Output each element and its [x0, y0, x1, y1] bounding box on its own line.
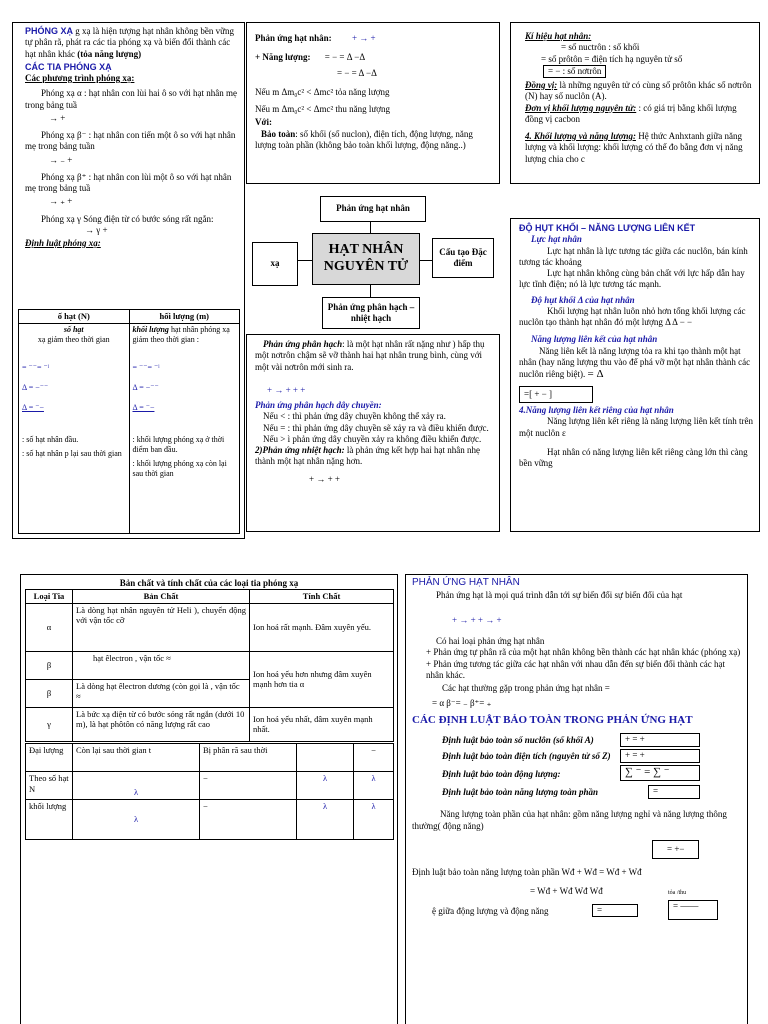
- rays-header-nature: Bản Chất: [73, 590, 250, 604]
- force-heading: Lực hạt nhân: [531, 234, 582, 245]
- decay-cell: λ: [297, 800, 354, 840]
- ray-nature: Là bức xạ điện từ có bước sóng rất ngắn (dưới 10 m), là hạt phôtôn có năng lượng rất cao: [73, 707, 250, 741]
- nuclear-reaction-box: [246, 22, 500, 184]
- reaction-types: Có hai loại phản ứng hạt nhân: [436, 636, 545, 646]
- fission-eq: + → + + +: [267, 384, 306, 395]
- ray-nature: Là dòng hạt êlectron dương (còn gọi là , vận tốc ≈: [73, 679, 250, 707]
- decay-header: Đại lượng: [26, 744, 73, 772]
- mass-bold: khối lượng: [132, 324, 169, 334]
- law-nucleon-eq: + = +: [620, 733, 700, 746]
- alpha-decay-eq: → +: [49, 112, 66, 123]
- rays-header-type: Loại Tia: [26, 590, 73, 604]
- decay-cell: λ: [354, 772, 394, 800]
- momentum-eq: =: [592, 904, 638, 917]
- common-particles: Các hạt thường gặp trong phản ứng hạt nhân =: [442, 683, 610, 693]
- notation-l2: = số prôtôn = điện tích hạ nguyên tử số: [541, 53, 683, 64]
- decay-row-label: khối lượng: [26, 800, 73, 840]
- connector-left: [298, 260, 312, 261]
- decay-law-table: ố hạt (N) hối lượng (m) số hạt xạ giảm theo thời gian = ⁻⁻= ⁻ˡ Δ = −⁻⁻ Δ = ⁻− : số hạt nhân đầu. : số hạt nhân p lại sau thời gian khối lượng hạt nhân phóng xạ giảm theo thời gian : = ⁻⁻= ⁻ˡ Δ = −⁻⁻ Δ = ⁻− : khối lượng phóng xạ ở thời điểm ban đầu. : khối lượng phóng xạ còn lại sau thời gian: [18, 309, 240, 534]
- rays-table-title: Bản chất và tính chất của các loại tia phóng xạ: [119, 578, 299, 588]
- fusion-text: là phản ứng kết hợp hai hạt nhân nhẹ thành một hạt nhân nặng hơn.: [255, 445, 481, 467]
- reaction-type1: + Phản ứng tự phân rã của một hạt nhân không bền thành các hạt nhân khác (phóng xạ): [426, 647, 741, 658]
- decay-cell: λ: [73, 800, 200, 840]
- radioactivity-title: PHÓNG XẠ: [25, 26, 74, 36]
- ray-type: β: [26, 679, 73, 707]
- ray-props: Ion hoá yếu hơn nhưng đâm xuyên mạnh hơn tia α: [250, 651, 394, 707]
- col-particles: ố hạt (N): [19, 310, 130, 324]
- node-radioactivity: xạ: [252, 242, 298, 286]
- mass-defect-title: ĐỘ HỤT KHỐI – NĂNG LƯỢNG LIÊN KẾT: [519, 223, 696, 233]
- reaction-definition-eq: + → + + → +: [452, 614, 502, 625]
- mass-note2: : khối lượng phóng xạ còn lại sau thời gian: [132, 458, 227, 478]
- chain-case1: Nếu < : thì phản ứng dây chuyền không thể xảy ra.: [263, 411, 446, 422]
- decay-header: [297, 744, 354, 772]
- ray-type: α: [26, 603, 73, 651]
- node-reaction: Phản ứng hạt nhân: [320, 196, 426, 222]
- reaction-definition: Phản ứng hạt là mọi quá trình dẫn tới sự biến đổi sự biến đổi của hạt: [436, 589, 683, 600]
- col-mass: hối lượng (m): [129, 310, 240, 324]
- laws-title: CÁC ĐỊNH LUẬT BẢO TOÀN TRONG PHẢN ỨNG HẠT: [412, 713, 693, 726]
- decay-cell: −: [200, 800, 297, 840]
- decay-header: Bị phân rã sau thời: [200, 744, 297, 772]
- particles-bold: số hạt: [63, 324, 84, 334]
- radioactivity-intro: g xạ là hiện tượng hạt nhân không bền vững tự phân rã, phát ra các tia phóng xạ và biến đổi thành các hạt nhân khác: [25, 26, 235, 59]
- decay-cell: λ: [297, 772, 354, 800]
- fusion-eq: + → + +: [309, 473, 340, 484]
- decay-table: [25, 743, 394, 840]
- decay-row-label: Theo số hạt N: [26, 772, 73, 800]
- energy-conservation-eq: = Wđ + Wđ Wđ Wđ: [530, 886, 603, 897]
- law-momentum-eq: ∑ ⁻ = ∑ ⁻: [620, 765, 700, 781]
- fission-bold: Phản ứng phân hạch: [263, 339, 343, 349]
- decay-header: −: [354, 744, 394, 772]
- mass-desc: hạt nhân phóng xạ giảm theo thời gian :: [132, 324, 230, 344]
- ray-types-heading: CÁC TIA PHÓNG XẠ: [25, 61, 112, 72]
- specific-text2: Hạt nhân có năng lượng liên kết riêng càng lớn thì càng bền vững: [519, 446, 748, 468]
- conservation-bold: Bảo toàn: [261, 128, 296, 139]
- gamma-text: Phóng xạ γ Sóng điện từ có bước sóng rất ngắn:: [41, 213, 214, 224]
- momentum-eq2: = ——: [668, 900, 718, 920]
- alpha-decay-text: Phóng xạ α : hạt nhân con lùi hai ô so với hạt nhân mẹ trong bảng tuầ: [25, 88, 237, 110]
- energy-eq1: = − = Δ −Δ: [324, 52, 366, 63]
- radioactivity-intro-bold: (tỏa năng lượng): [77, 48, 142, 59]
- case-absorb: Nếu m Δm₀c² < Δmc² thu năng lượng: [255, 104, 391, 114]
- release-absorb-note: tỏa /thu: [668, 889, 687, 896]
- amu-bold: Đơn vị khối lượng nguyên tử:: [525, 102, 637, 113]
- rays-properties-box: [20, 574, 398, 1024]
- gamma-eq: → γ +: [85, 224, 108, 235]
- momentum-text: ệ giữa động lượng và động năng: [432, 905, 549, 916]
- decay-law-heading: Định luật phóng xạ:: [25, 238, 101, 248]
- ray-props: Ion hoá yếu nhất, đâm xuyên mạnh nhất.: [250, 707, 394, 741]
- connector-bottom: [370, 285, 371, 297]
- binding-formula: =[ + − ]: [519, 386, 593, 403]
- rays-header-props: Tính Chất: [250, 590, 394, 604]
- energy-text: Năng lượng toàn phần của hạt nhân: gồm năng lượng nghỉ và năng lượng thông thường( động năng): [412, 809, 727, 831]
- defect-heading: Độ hụt khối Δ của hạt nhân: [531, 294, 635, 305]
- chain-case2: Nếu = : thì phản ứng dây chuyền sẽ xảy ra và điều khiển được.: [263, 422, 489, 433]
- connector-right: [420, 260, 432, 261]
- mass-note1: : khối lượng phóng xạ ở thời điểm ban đầu.: [132, 434, 225, 454]
- law-charge: Định luật bảo toàn điện tích (nguyên tử số Z): [442, 751, 611, 762]
- reaction-label: Phản ứng hạt nhân:: [255, 33, 332, 43]
- decay-header: Còn lại sau thời gian t: [73, 744, 200, 772]
- radioactivity-box: [12, 22, 245, 539]
- ray-nature: Là dòng hạt nhân nguyên tử Heli ), chuyển động với vận tốc cỡ: [73, 603, 250, 651]
- node-structure: Cấu tạo Đặc điểm: [432, 238, 494, 278]
- chain-case3: Nếu > ì phản ứng dây chuyền xảy ra không điều khiển được.: [263, 433, 482, 444]
- binding-eq: = Δ: [587, 368, 604, 380]
- fusion-bold: 2)Phản ứng nhiệt hạch:: [255, 445, 345, 455]
- reaction-laws-box: [405, 574, 748, 1024]
- beta-minus-text: Phóng xạ β⁻ : hạt nhân con tiến một ô so với hạt nhân mẹ trong bảng tuần: [25, 130, 236, 152]
- reaction-type2: + Phản ứng tương tác giữa các hạt nhân với nhau dẫn đến sự biến đổi thành các hạt nhân khác.: [426, 658, 726, 680]
- conservation-text: : số khối (số nuclon), điện tích, động lượng, năng lượng toàn phần (không bảo toàn khối lượng, động năng..): [255, 128, 473, 150]
- energy-eq2: = − = Δ −Δ: [337, 67, 377, 78]
- energy-eq: = +−: [652, 840, 699, 859]
- specific-heading: 4.Năng lượng liên kết riêng của hạt nhân: [519, 405, 674, 415]
- mass-energy-bold: 4. Khối lượng và năng lượng:: [525, 131, 636, 141]
- binding-text: Năng liên kết là năng lượng tỏa ra khi tạo thành một hạt nhân (hay năng lượng thu vào để phá vỡ một hạt nhân thành các nuclôn riêng biệt).: [519, 345, 751, 379]
- law-nucleon: Định luật bảo toàn số nuclôn (số khối A): [442, 735, 594, 746]
- notation-l1: = số nuctrôn : số khối: [561, 42, 640, 53]
- decay-cell: λ: [73, 772, 200, 800]
- decay-cell: λ: [354, 800, 394, 840]
- fission-text: : là một hạt nhân rất nặng như ) hấp thụ một nơtrôn chậm sẽ vỡ thành hai hạt nhân trung bình, cùng với một vài nơtrôn mới sinh ra.: [255, 339, 485, 372]
- law-energy: Định luật bảo toàn năng lượng toàn phần: [442, 787, 599, 798]
- fission-fusion-box: [246, 334, 500, 532]
- beta-plus-eq: → ₊ +: [49, 196, 73, 207]
- reaction-eq: + → +: [351, 33, 376, 43]
- equations-heading: Các phương trình phóng xạ:: [25, 73, 135, 83]
- ray-nature: hạt êlectron , vận tốc ≈: [73, 651, 250, 679]
- particles-note2: : số hạt nhân p lại sau thời gian: [22, 448, 122, 458]
- defect-text: Khối lượng hạt nhân luôn nhỏ hơn tổng khối lượng các nuclôn tạo thành hạt nhân đó một lượng Δ Δ − −: [519, 305, 746, 327]
- with-label: Với:: [255, 117, 272, 128]
- common-particles-eq: = α β⁻= ₋ β⁺= ₊: [432, 698, 492, 709]
- binding-heading: Năng lượng liên kết của hạt nhân: [531, 334, 658, 345]
- isotope-text: là những nguyên tử có cùng số prôtôn khác số nơtrôn (N) hay số nuclôn (A).: [525, 80, 752, 102]
- nuclear-notation-box: [510, 22, 760, 184]
- isotope-bold: Đồng vị:: [525, 80, 558, 90]
- ray-props: Ion hoá rất mạnh. Đâm xuyên yếu.: [250, 603, 394, 651]
- energy-conservation: Định luật bảo toàn năng lượng toàn phần Wđ + Wđ = Wđ + Wđ: [412, 867, 642, 877]
- law-energy-eq: =: [648, 785, 700, 798]
- mass-energy-text: Hệ thức Anhxtanh giữa năng lượng và khối lượng: khối lượng có thể đo bằng đơn vị năng lượng chia cho c: [525, 131, 743, 164]
- notation-title: Kí hiệu hạt nhân:: [525, 31, 592, 41]
- beta-minus-eq: → ₋ +: [49, 154, 73, 165]
- rays-table: [25, 589, 394, 742]
- decay-cell: −: [200, 772, 297, 800]
- force-text1: Lực hạt nhân là lực tương tác giữa các nuclôn, bán kính tương tác khoảng: [519, 245, 748, 267]
- ray-type: γ: [26, 707, 73, 741]
- case-release: Nếu m Δm₀c² < Δmc² tỏa năng lượng: [255, 86, 390, 97]
- law-momentum: Định luật bảo toàn động lượng:: [442, 769, 561, 780]
- energy-label: + Năng lượng:: [255, 52, 311, 63]
- beta-plus-text: Phóng xạ β⁺ : hạt nhân con lùi một ô so với hạt nhân mẹ trong bảng tuầ: [25, 171, 232, 193]
- notation-l3: = − : số nơtrôn: [543, 65, 606, 78]
- law-charge-eq: + = +: [620, 749, 700, 762]
- amu-text: : có giá trị bằng khối lượng đồng vị cacbon: [525, 102, 737, 124]
- specific-text: Năng lượng liên kết riêng là năng lượng liên kết tính trên một nuclôn ε: [519, 416, 753, 438]
- mass-defect-box: [510, 218, 760, 532]
- node-fission-fusion: Phản ứng phân hạch – nhiệt hạch: [322, 297, 420, 329]
- force-text2: Lực hạt nhân không cùng bản chất với lực hấp dẫn hay lực tĩnh điện; nó là lực tương tác mạnh.: [519, 268, 745, 290]
- reaction-section-title: PHẢN ỨNG HẠT NHÂN: [412, 577, 520, 588]
- ray-type: β: [26, 651, 73, 679]
- node-main: HẠT NHÂN NGUYÊN TỬ: [312, 233, 420, 285]
- particles-note1: : số hạt nhân đầu.: [22, 434, 79, 444]
- chain-heading: Phản ứng phân hạch dây chuyền:: [255, 400, 382, 410]
- particles-desc: xạ giảm theo thời gian: [37, 334, 110, 344]
